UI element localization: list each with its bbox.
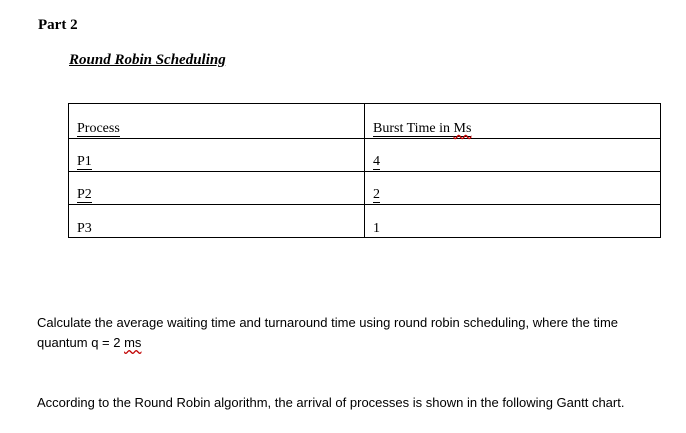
header-burst-label: Burst Time in (373, 121, 454, 136)
process-cell (69, 139, 365, 172)
burst-cell (365, 172, 661, 205)
header-process-cell (69, 104, 365, 139)
header-burst (373, 121, 471, 137)
question-text: Calculate the average waiting time and turnaround time using round robin scheduling, where the time quantum q = 2 (37, 315, 619, 350)
process-name: P3 (77, 221, 92, 236)
table-row (69, 172, 661, 205)
part-heading: Part 2 (38, 17, 78, 33)
process-name: P2 (77, 187, 92, 202)
table-row (69, 205, 661, 238)
section-title: Round Robin Scheduling (69, 52, 226, 68)
gantt-intro-paragraph: According to the Round Robin algorithm, the arrival of processes is shown in the following Gantt chart. (37, 395, 625, 410)
process-cell (69, 205, 365, 238)
process-name: P1 (77, 154, 92, 169)
burst-value: 1 (373, 221, 380, 236)
burst-value: 4 (373, 154, 380, 169)
burst-value: 2 (373, 187, 380, 202)
burst-cell (365, 205, 661, 238)
question-paragraph (37, 313, 667, 353)
header-process: Process (77, 121, 120, 136)
header-burst-cell (365, 104, 661, 139)
table-header-row (69, 104, 661, 139)
process-table (68, 103, 661, 238)
table-row (69, 139, 661, 172)
process-cell (69, 172, 365, 205)
question-unit: ms (124, 335, 142, 350)
burst-cell (365, 139, 661, 172)
header-burst-unit: Ms (453, 121, 472, 136)
